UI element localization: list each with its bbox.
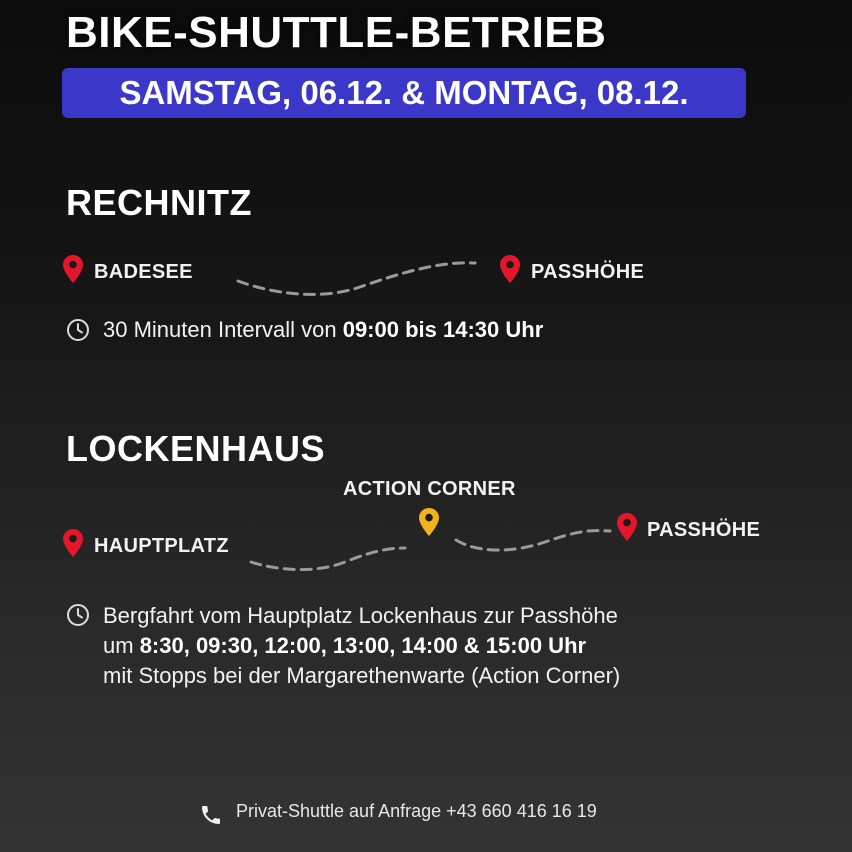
map-pin-icon: [63, 529, 83, 557]
stop-label-passhoehe-lockenhaus: PASSHÖHE: [647, 519, 761, 541]
stop-label-action-corner: ACTION CORNER: [343, 478, 516, 500]
date-banner: [62, 68, 746, 118]
clock-icon: [66, 318, 90, 342]
lockenhaus-schedule-line1: Bergfahrt vom Hauptplatz Lockenhaus zur Passhöhe: [103, 603, 618, 628]
section-title-lockenhaus: LOCKENHAUS: [66, 428, 326, 469]
route-line-lockenhaus-2: [450, 522, 615, 557]
rechnitz-schedule: [103, 317, 543, 343]
stop-label-passhoehe-rechnitz: PASSHÖHE: [531, 261, 645, 283]
date-banner-text: SAMSTAG, 06.12. & MONTAG, 08.12.: [119, 74, 689, 111]
lockenhaus-schedule-times: 8:30, 09:30, 12:00, 13:00, 14:00 & 15:00 Uhr: [139, 633, 587, 658]
route-line-rechnitz: [230, 255, 480, 300]
lockenhaus-schedule-line2: [103, 631, 620, 661]
page-title: BIKE-SHUTTLE-BETRIEB: [66, 8, 607, 57]
map-pin-icon: [63, 255, 83, 283]
lockenhaus-schedule-line3: mit Stopps bei der Margarethenwarte (Action Corner): [103, 663, 621, 688]
section-title-rechnitz: RECHNITZ: [66, 182, 252, 223]
clock-icon: [66, 603, 90, 627]
footer-contact: Privat-Shuttle auf Anfrage +43 660 416 16 19: [236, 801, 597, 821]
map-pin-icon: [500, 255, 520, 283]
map-pin-icon: [617, 513, 637, 541]
lockenhaus-schedule: [103, 601, 620, 691]
route-line-lockenhaus-1: [245, 540, 410, 575]
rechnitz-schedule-times: 09:00 bis 14:30 Uhr: [342, 317, 544, 342]
phone-icon: [199, 803, 223, 827]
map-pin-icon: [419, 508, 439, 536]
stop-label-hauptplatz: HAUPTPLATZ: [94, 535, 229, 557]
stop-label-badesee: BADESEE: [94, 261, 193, 283]
lockenhaus-schedule-line2-prefix: um: [103, 633, 140, 658]
rechnitz-schedule-prefix: 30 Minuten Intervall von: [103, 317, 343, 342]
